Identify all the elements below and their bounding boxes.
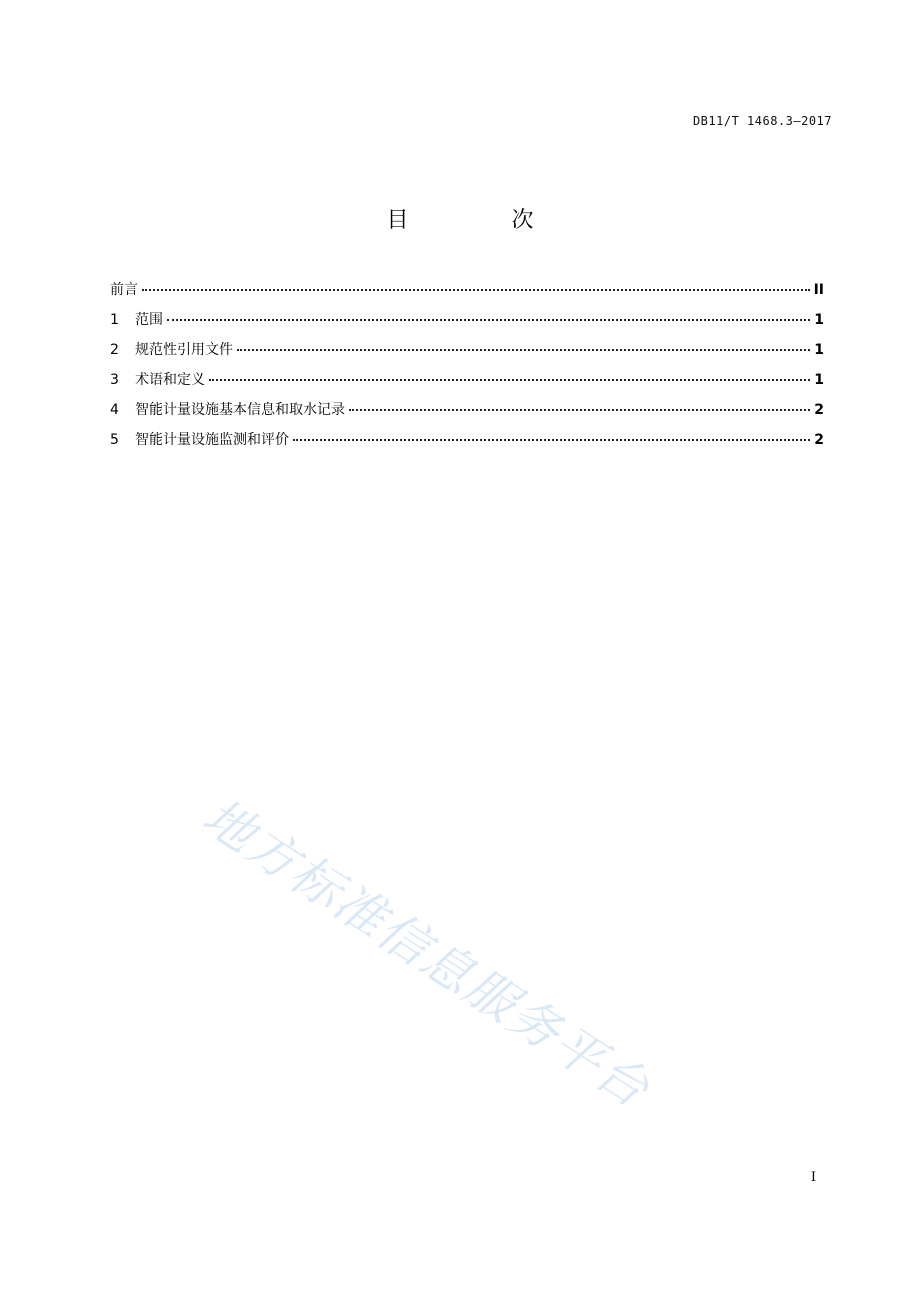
toc-entry-number: 2	[110, 342, 119, 358]
toc-entry-number: 3	[110, 372, 119, 388]
toc-entry-number: 5	[110, 432, 119, 448]
toc-dot-leader	[349, 409, 810, 411]
toc-entry-number: 1	[110, 312, 119, 328]
toc-entry-label: 规范性引用文件	[135, 342, 233, 358]
toc-entry-normative-references[interactable]	[110, 339, 824, 369]
toc-entry-label: 智能计量设施基本信息和取水记录	[135, 402, 345, 418]
toc-entry-terms-definitions[interactable]	[110, 369, 824, 399]
toc-dot-leader	[142, 289, 810, 291]
toc-entry-label: 术语和定义	[135, 372, 205, 388]
toc-dot-leader	[237, 349, 810, 351]
toc-dot-leader	[293, 439, 810, 441]
toc-entry-page: 2	[814, 432, 824, 448]
page-number: I	[810, 1170, 816, 1185]
toc-entry-monitoring-evaluation[interactable]	[110, 429, 824, 459]
toc-dot-leader	[167, 319, 810, 321]
toc-entry-label: 智能计量设施监测和评价	[135, 432, 289, 448]
toc-entry-label: 前言	[110, 282, 138, 298]
toc-dot-leader	[209, 379, 810, 381]
document-code: DB11/T 1468.3—2017	[692, 114, 832, 128]
toc-entry-page: 1	[814, 372, 824, 388]
watermark: 地方标准信息服务平台	[192, 787, 661, 1120]
toc-entry-label: 范围	[135, 312, 163, 328]
toc-entry-page: 1	[814, 312, 824, 328]
toc-entry-page: 2	[814, 402, 824, 418]
toc-entry-number: 4	[110, 402, 119, 418]
toc-entry-basic-info[interactable]	[110, 399, 824, 429]
toc-entry-scope[interactable]	[110, 309, 824, 339]
toc-entry-page: II	[813, 282, 824, 298]
toc-entry-foreword[interactable]	[110, 279, 824, 309]
toc-title: 目 次	[386, 208, 582, 233]
table-of-contents	[110, 279, 824, 459]
toc-entry-page: 1	[814, 342, 824, 358]
